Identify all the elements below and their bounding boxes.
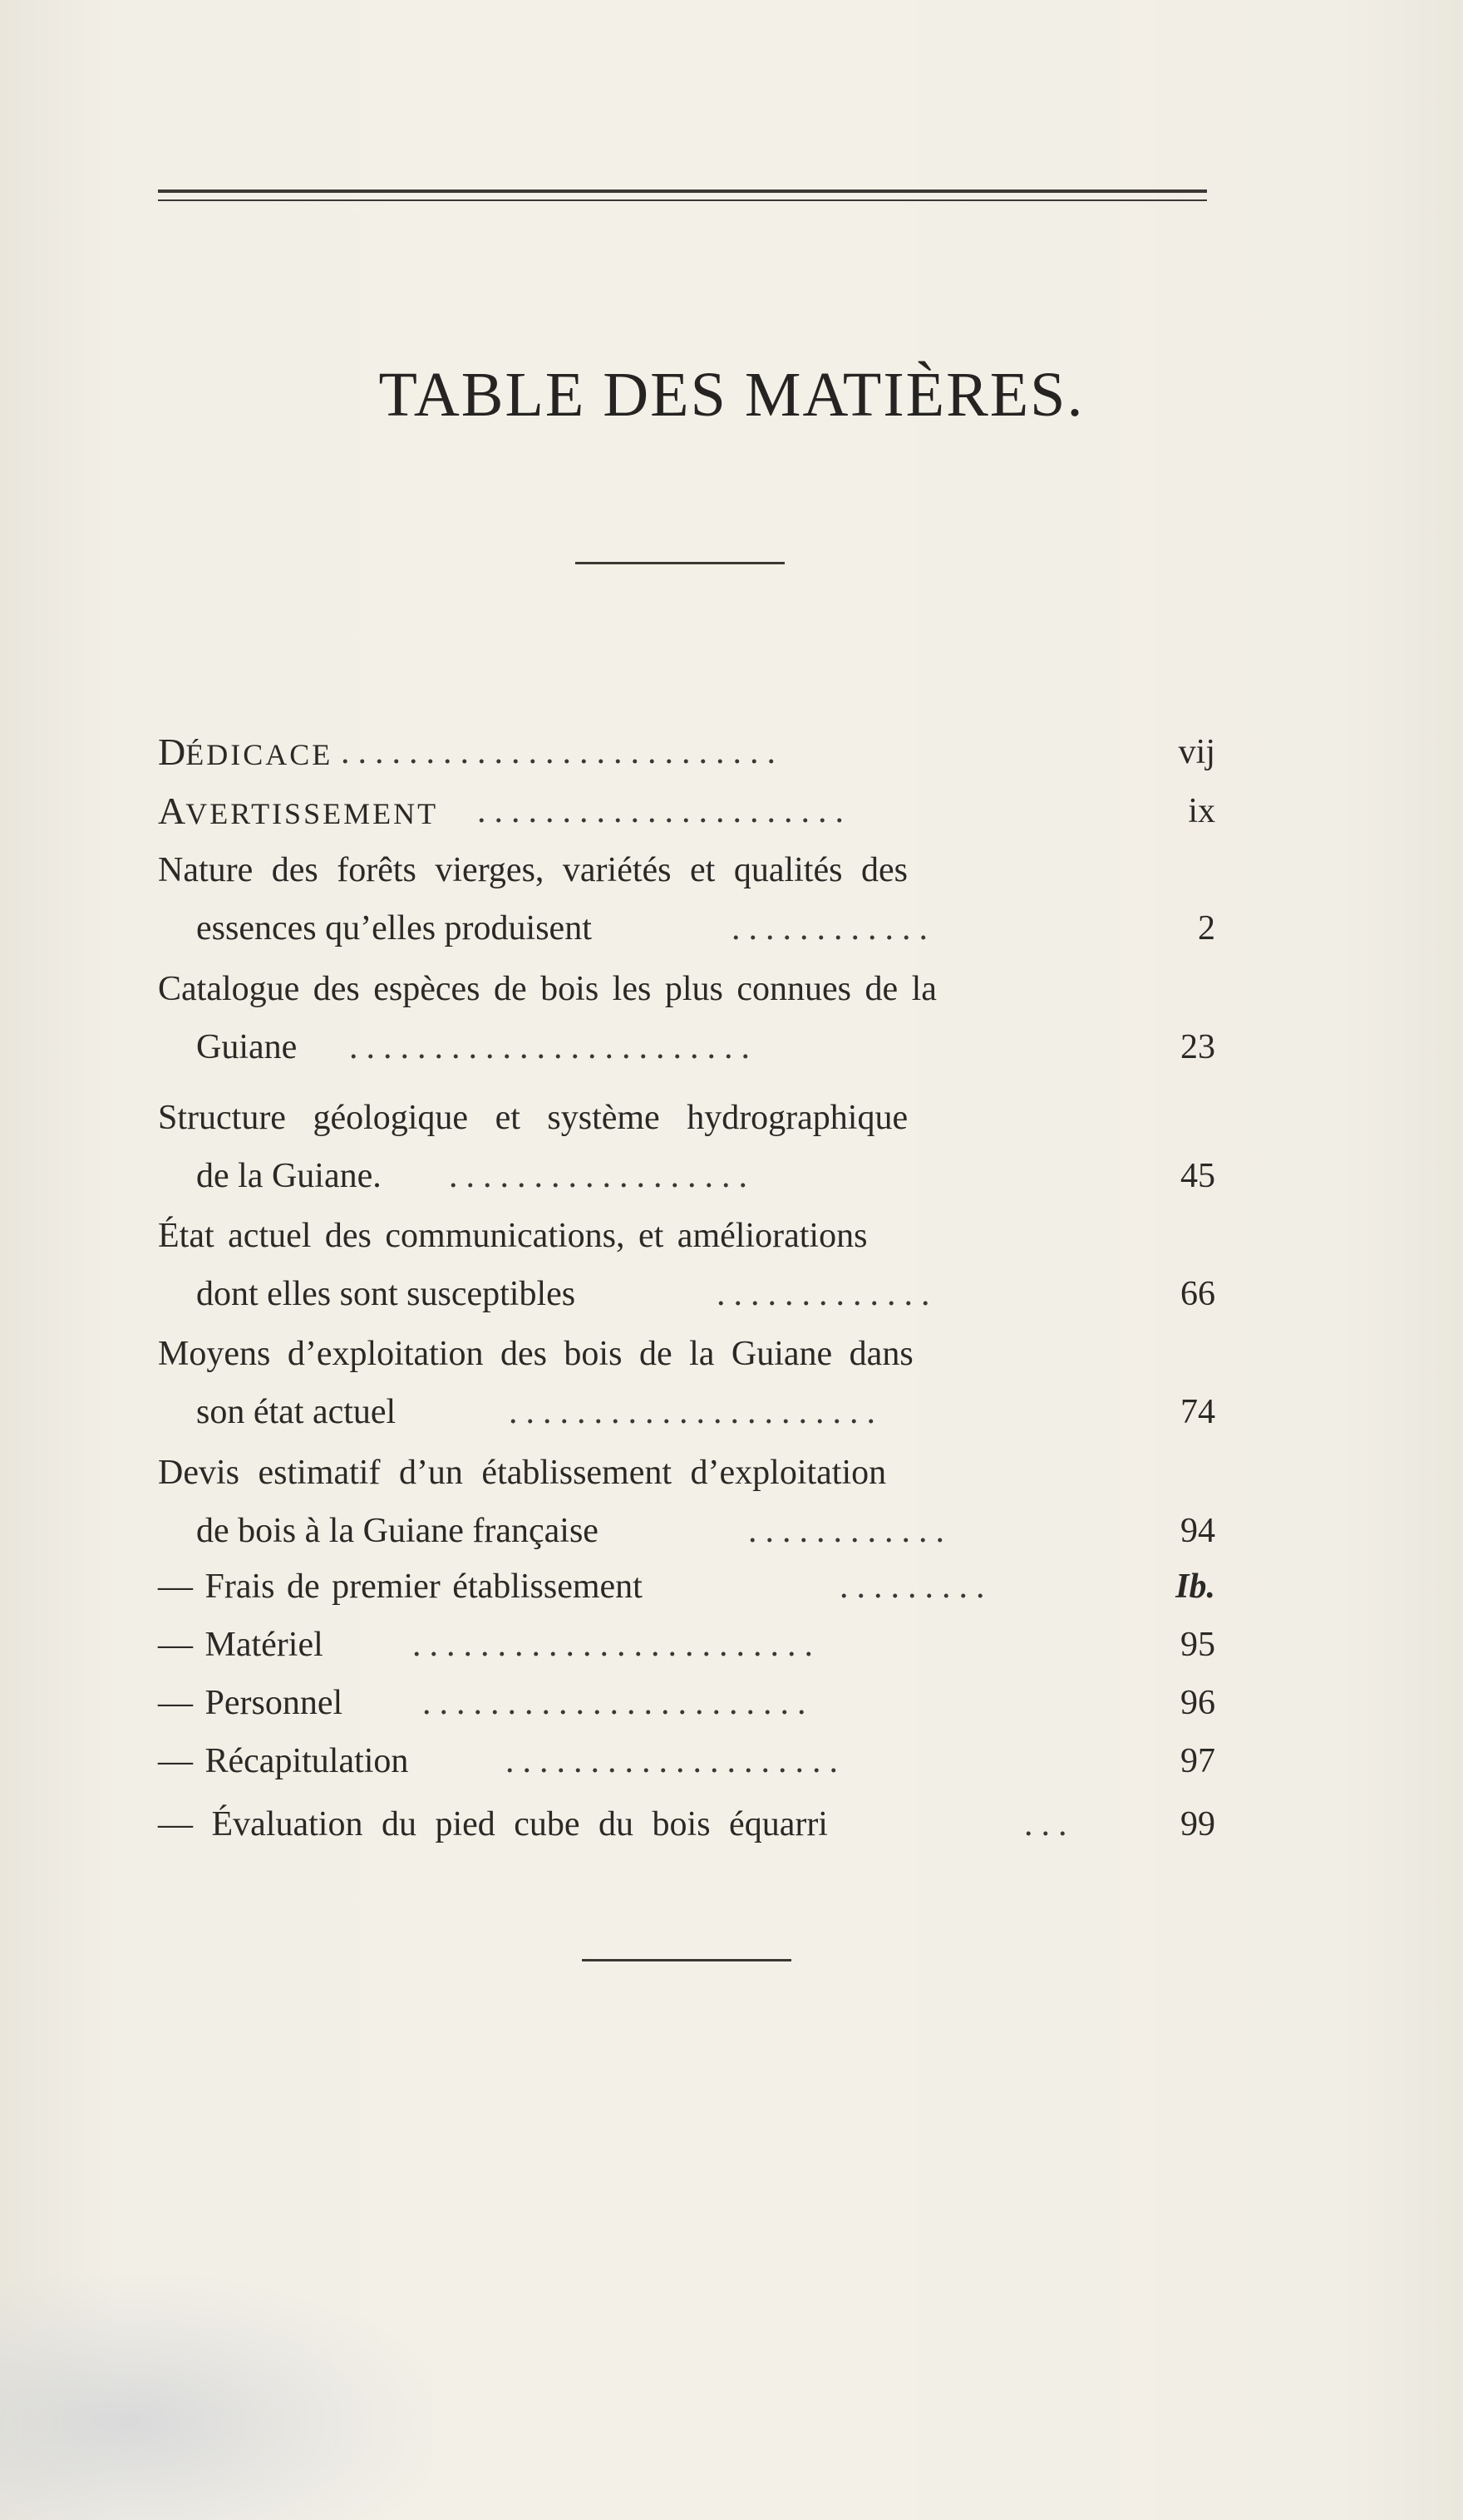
toc-entry-title: Moyens d’exploitation des bois de la Guiane dans (158, 1335, 914, 1373)
toc-entry-title: Nature des forêts vierges, variétés et qualités des (158, 851, 908, 889)
toc-entry-avertissement (0, 782, 1463, 840)
toc-entry-line-1 (0, 960, 1463, 1018)
toc-entry-recapitulation (0, 1732, 1463, 1790)
toc-entry-frais (0, 1558, 1463, 1616)
leader-dots: .................... (505, 1742, 846, 1780)
toc-entry-title: État actuel des communications, et améliorations (158, 1217, 868, 1255)
leader-dots: .......................... (341, 733, 784, 771)
toc-page-number: 45 (1180, 1157, 1215, 1195)
toc-entry-line-2 (0, 1265, 1463, 1323)
toc-entry-line-1 (0, 1444, 1463, 1502)
toc-entry-line-2 (0, 1147, 1463, 1205)
toc-entry-title-continued: essences qu’elles produisent (196, 909, 592, 947)
toc-page-number: 66 (1180, 1275, 1215, 1313)
toc-entry-line-2 (0, 1383, 1463, 1441)
toc-entry-title: Structure géologique et système hydrographique (158, 1099, 909, 1137)
toc-entry-title: AVERTISSEMENT (158, 790, 439, 832)
toc-entry-materiel (0, 1616, 1463, 1674)
toc-entry-title: Catalogue des espèces de bois les plus connues de la (158, 970, 937, 1008)
leader-dots: ............ (732, 909, 936, 947)
leader-dots: ....................... (422, 1684, 815, 1722)
toc-entry-title: — Récapitulation (158, 1742, 409, 1780)
toc-entry-title-continued: de bois à la Guiane française (196, 1512, 598, 1550)
toc-entry-line-2 (0, 1018, 1463, 1076)
toc-page-number: 23 (1180, 1028, 1215, 1066)
leader-dots: ............. (717, 1275, 938, 1313)
toc-entry-personnel (0, 1674, 1463, 1732)
leader-dots: ............ (748, 1512, 953, 1550)
toc-page-number: 2 (1198, 909, 1215, 947)
leader-dots: .................. (449, 1157, 756, 1195)
toc-page-number: vij (1178, 733, 1215, 771)
toc-page-number: 74 (1180, 1393, 1215, 1431)
leader-dots: ...................... (477, 792, 852, 830)
toc-entry-line-2 (0, 899, 1463, 957)
toc-entry-evaluation (0, 1795, 1463, 1853)
leader-dots: ... (1024, 1805, 1076, 1843)
toc-entry-title: — Évaluation du pied cube du bois équarri (158, 1805, 828, 1843)
toc-entry-title: — Frais de premier établissement (158, 1568, 643, 1606)
toc-page-number: 97 (1180, 1742, 1215, 1780)
toc-entry-title-continued: Guiane (196, 1028, 298, 1066)
toc-page-number: 99 (1180, 1805, 1215, 1843)
toc-page-number: Ib. (1175, 1568, 1215, 1606)
toc-entry-line-2 (0, 1502, 1463, 1560)
toc-entry-line-1 (0, 1325, 1463, 1383)
toc-page-number: 95 (1180, 1626, 1215, 1664)
toc-entry-title-continued: son état actuel (196, 1393, 397, 1431)
toc-entry-title: — Personnel (158, 1684, 343, 1722)
toc-page-number: 96 (1180, 1684, 1215, 1722)
page-title: TABLE DES MATIÈRES. (378, 360, 1085, 430)
toc-page-number: ix (1188, 792, 1215, 830)
leader-dots: ........................ (412, 1626, 821, 1664)
toc-entry-line-1 (0, 1207, 1463, 1265)
leader-dots: ......... (840, 1568, 993, 1606)
leader-dots: ...................... (509, 1393, 884, 1431)
toc-entry-title: Devis estimatif d’un établissement d’exploitation (158, 1454, 887, 1492)
toc-entry-title: DÉDICACE (158, 731, 333, 773)
bottom-separator-rule (582, 1959, 791, 1961)
toc-entry-title: — Matériel (158, 1626, 323, 1664)
leader-dots: ........................ (349, 1028, 758, 1066)
toc-page-number: 94 (1180, 1512, 1215, 1550)
toc-entry-title-continued: de la Guiane. (196, 1157, 382, 1195)
toc-entry-dedicace (0, 723, 1463, 781)
toc-entry-line-1 (0, 1089, 1463, 1147)
toc-entry-title-continued: dont elles sont susceptibles (196, 1275, 576, 1313)
toc-entry-line-1 (0, 841, 1463, 899)
